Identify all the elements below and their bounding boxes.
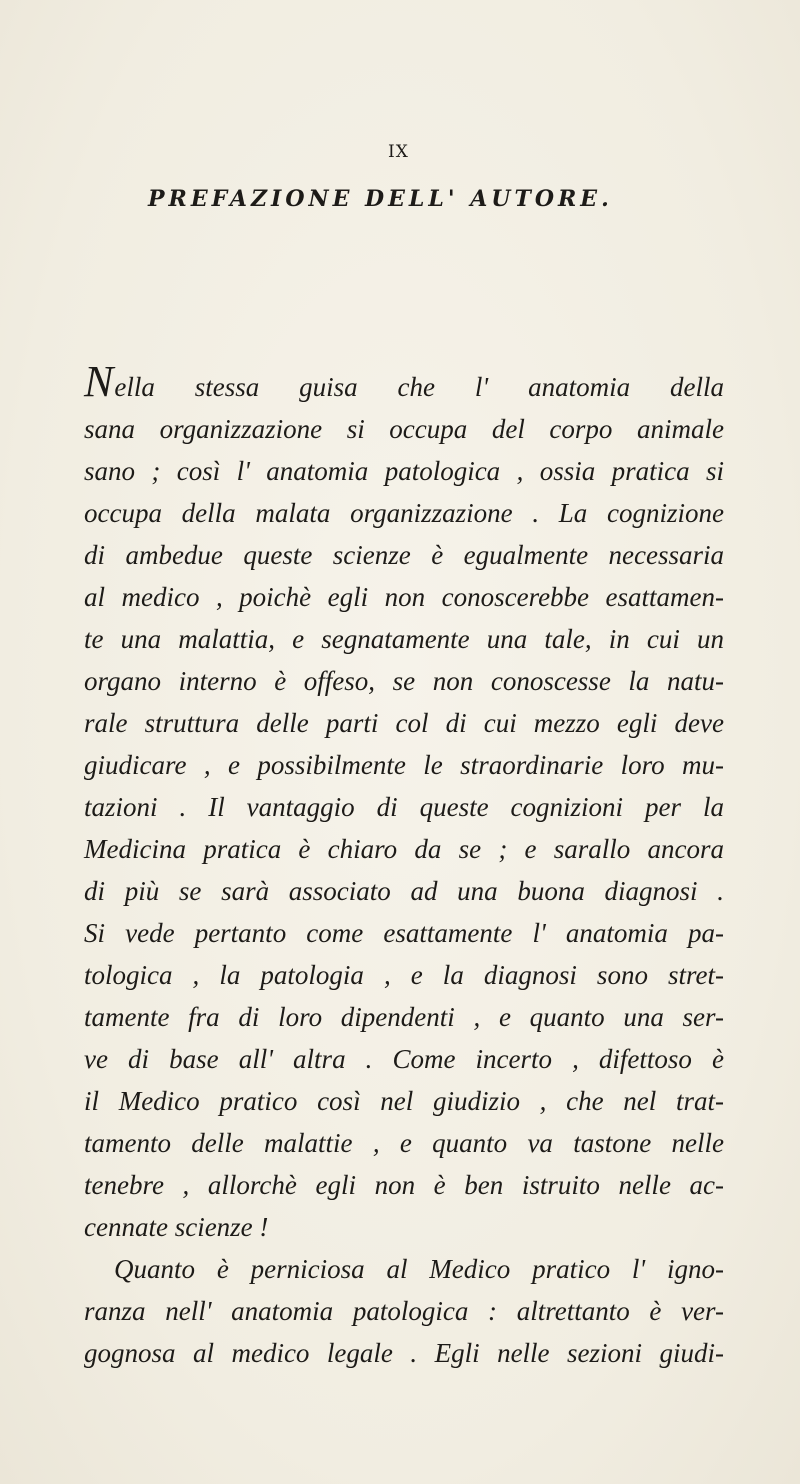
text-line: Nella stessa guisa che l' anatomia della [84,357,724,406]
body-text [84,357,724,1374]
text-line: rale struttura delle parti col di cui mezzo egli deve [84,708,724,738]
text-line: organo interno è offeso, se non conoscesse la natu- [84,666,724,696]
chapter-heading: PREFAZIONE DELL' AUTORE. [148,186,613,212]
text-line: Medicina pratica è chiaro da se ; e sarallo ancora [84,834,724,864]
text-line: Quanto è perniciosa al Medico pratico l' igno- [114,1254,724,1284]
text-line: ve di base all' altra . Come incerto , difettoso è [84,1044,724,1074]
text-line: tazioni . Il vantaggio di queste cognizioni per la [84,792,724,822]
page-number: IX [388,142,409,162]
drop-cap-initial: N [84,357,114,406]
text-line: tenebre , allorchè egli non è ben istruito nelle ac- [84,1170,724,1200]
text-line: sana organizzazione si occupa del corpo animale [84,414,724,444]
text-line: tamente fra di loro dipendenti , e quanto una ser- [84,1002,724,1032]
text-line: giudicare , e possibilmente le straordinarie loro mu- [84,750,724,780]
text-line: gognosa al medico legale . Egli nelle sezioni giudi- [84,1338,724,1368]
text-line: al medico , poichè egli non conoscerebbe esattamen- [84,582,724,612]
text-line: sano ; così l' anatomia patologica , ossia pratica si [84,456,724,486]
text-line: di più se sarà associato ad una buona diagnosi . [84,876,724,906]
text-line: cennate scienze ! [84,1212,269,1242]
text-line: occupa della malata organizzazione . La cognizione [84,498,724,528]
text-line: di ambedue queste scienze è egualmente necessaria [84,540,724,570]
text-line: ranza nell' anatomia patologica : altrettanto è ver- [84,1296,724,1326]
text-line: te una malattia, e segnatamente una tale, in cui un [84,624,724,654]
text-line: Si vede pertanto come esattamente l' anatomia pa- [84,918,724,948]
text-line: tamento delle malattie , e quanto va tastone nelle [84,1128,724,1158]
text-line: tologica , la patologia , e la diagnosi sono stret- [84,960,724,990]
text-line: il Medico pratico così nel giudizio , che nel trat- [84,1086,724,1116]
